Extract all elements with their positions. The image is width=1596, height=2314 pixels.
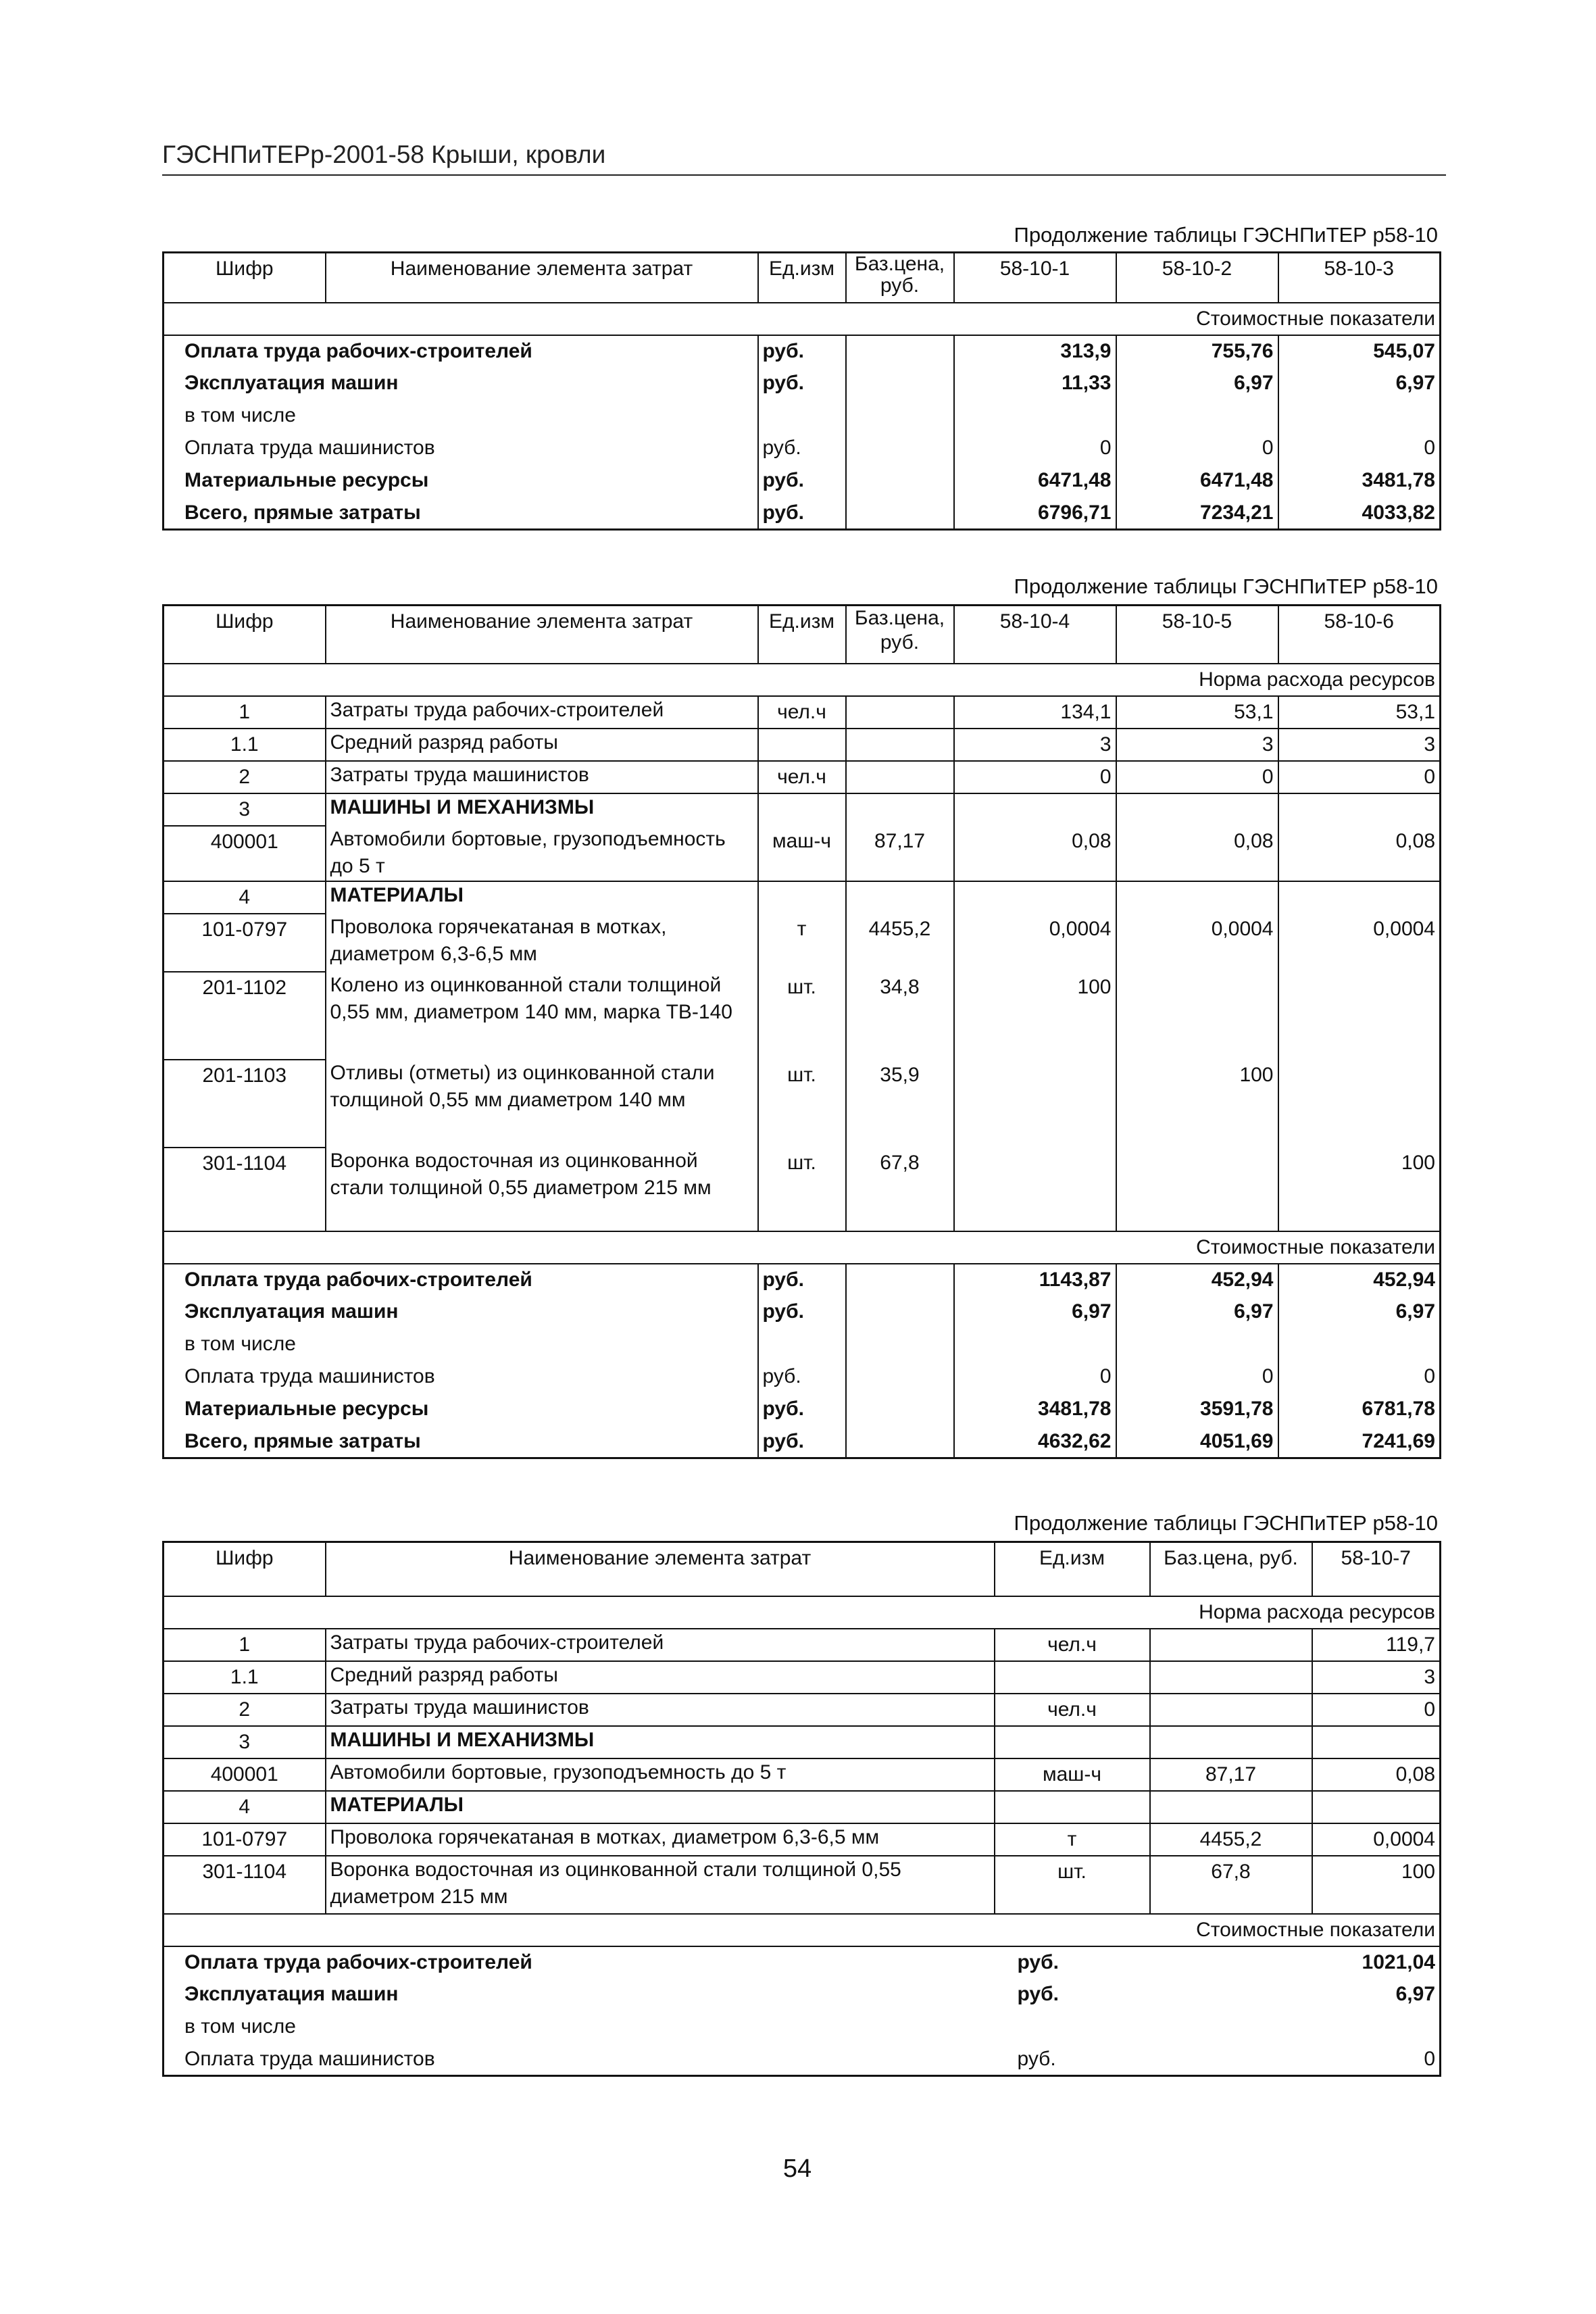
header-col: 58-10-2 [1116,253,1278,303]
resource-name: Воронка водосточная из оцинкованной стали толщиной 0,55 диаметром 215 мм [326,1148,758,1231]
cost-item-unit: руб. [758,1394,846,1426]
resource-code: 301-1104 [164,1148,326,1231]
header-unit: Ед.изм [758,253,846,303]
section-heading: МАШИНЫ И МЕХАНИЗМЫ [326,793,758,826]
norm-value: 100 [954,972,1116,1060]
header-code: Шифр [164,606,326,664]
cost-row [164,1296,1441,1329]
cost-item-name: Эксплуатация машин [164,1296,758,1329]
norm-value [954,881,1116,914]
header-code: Шифр [164,1542,326,1596]
table-caption: Продолжение таблицы ГЭСНПиТЕР р58-10 [1014,1511,1438,1535]
cost-item-name: Оплата труда рабочих-строителей [164,1946,995,1979]
price-cell [846,1296,954,1329]
section-label-norm: Норма расхода ресурсов [164,664,1441,696]
resource-row [164,1629,1441,1661]
cost-value: 6,97 [1278,368,1441,400]
resource-price [846,729,954,761]
resource-code: 201-1102 [164,972,326,1060]
cost-value: 3591,78 [1116,1394,1278,1426]
cost-item-unit: руб. [758,497,846,530]
resource-name: Автомобили бортовые, грузоподъемность до 5 т [326,1758,995,1791]
resource-code: 201-1103 [164,1060,326,1148]
resource-price [846,793,954,826]
resource-unit: маш-ч [995,1758,1150,1791]
norm-value: 0,08 [1116,826,1278,881]
header-col: 58-10-4 [954,606,1116,664]
cost-value: 3481,78 [1278,465,1441,497]
norm-value [1312,1791,1441,1823]
cost-value: 6,97 [1278,1296,1441,1329]
price-cell [1150,2044,1312,2076]
resource-name: Средний разряд работы [326,1661,995,1694]
cost-item-unit: руб. [758,1264,846,1296]
cost-value: 0 [954,433,1116,465]
header-col: 58-10-6 [1278,606,1441,664]
cost-item-name: в том числе [164,2011,995,2044]
resource-unit: шт. [758,1060,846,1148]
cost-item-name: Всего, прямые затраты [164,1426,758,1458]
resource-unit: шт. [758,972,846,1060]
resource-row [164,729,1441,761]
cost-value [1116,1329,1278,1361]
cost-row [164,1394,1441,1426]
cost-row [164,1946,1441,1979]
resource-row [164,1694,1441,1726]
resource-unit [995,1661,1150,1694]
norm-value: 0 [1116,761,1278,793]
section-heading: МАШИНЫ И МЕХАНИЗМЫ [326,1726,995,1758]
header-name: Наименование элемента затрат [326,606,758,664]
resource-unit: т [758,914,846,972]
cost-value: 6471,48 [954,465,1116,497]
price-cell [846,1426,954,1458]
resource-name: Воронка водосточная из оцинкованной стали толщиной 0,55 диаметром 215 мм [326,1856,995,1914]
price-cell [846,1329,954,1361]
resource-price: 34,8 [846,972,954,1060]
resource-row [164,1856,1441,1914]
resource-unit [758,881,846,914]
norm-value [1278,972,1441,1060]
resource-name: Затраты труда рабочих-строителей [326,696,758,729]
price-cell [846,368,954,400]
price-cell [846,1394,954,1426]
cost-value [1278,1329,1441,1361]
price-cell [846,1264,954,1296]
resource-row [164,1148,1441,1231]
cost-value: 0 [1312,2044,1441,2076]
resource-code: 1.1 [164,729,326,761]
resource-name: Проволока горячекатаная в мотках, диаметром 6,3-6,5 мм [326,1823,995,1856]
resource-name: Затраты труда машинистов [326,1694,995,1726]
cost-value [1116,400,1278,433]
resource-price: 87,17 [1150,1758,1312,1791]
cost-item-name: Оплата труда рабочих-строителей [164,335,758,368]
cost-value: 313,9 [954,335,1116,368]
price-cell [846,400,954,433]
norm-value [1278,881,1441,914]
cost-item-name: в том числе [164,400,758,433]
header-col: 58-10-3 [1278,253,1441,303]
cost-row [164,1361,1441,1394]
price-cell [1150,1946,1312,1979]
cost-row [164,1979,1441,2011]
cost-value: 755,76 [1116,335,1278,368]
resource-price: 35,9 [846,1060,954,1148]
header-col: 58-10-5 [1116,606,1278,664]
norm-value [954,1148,1116,1231]
cost-row [164,335,1441,368]
norm-value [1116,972,1278,1060]
cost-value: 0 [1278,433,1441,465]
cost-row [164,465,1441,497]
cost-value: 0 [1116,433,1278,465]
cost-value: 452,94 [1116,1264,1278,1296]
cost-item-unit: руб. [1017,1950,1059,1973]
cost-value [1312,2011,1441,2044]
resource-price: 67,8 [846,1148,954,1231]
norm-value: 134,1 [954,696,1116,729]
resource-name: Автомобили бортовые, грузоподъемность до 5 т [326,826,758,881]
resource-code: 2 [164,761,326,793]
resource-price [1150,1726,1312,1758]
cost-table-2 [162,604,1441,1459]
cost-value: 1021,04 [1312,1946,1441,1979]
cost-item-unit: руб. [758,433,846,465]
resource-name: Проволока горячекатаная в мотках, диаметром 6,3-6,5 мм [326,914,758,972]
cost-value: 6781,78 [1278,1394,1441,1426]
header-price: Баз.цена, руб. [846,253,954,303]
resource-price: 87,17 [846,826,954,881]
norm-value: 3 [1278,729,1441,761]
resource-row [164,1758,1441,1791]
resource-price [846,696,954,729]
cost-value: 4033,82 [1278,497,1441,530]
running-header: ГЭСНПиТЕРр-2001-58 Крыши, кровли [162,141,1446,176]
section-heading: МАТЕРИАЛЫ [326,1791,995,1823]
cost-value: 6,97 [1312,1979,1441,2011]
cost-value [954,1329,1116,1361]
cost-value: 0 [1116,1361,1278,1394]
resource-price [846,761,954,793]
section-heading-row [164,793,1441,826]
cost-value: 7241,69 [1278,1426,1441,1458]
norm-value: 0,0004 [1278,914,1441,972]
cost-row [164,497,1441,530]
cost-value: 452,94 [1278,1264,1441,1296]
norm-value: 0,0004 [1116,914,1278,972]
cost-value: 6471,48 [1116,465,1278,497]
cost-item-unit [995,2011,1150,2044]
resource-unit [758,793,846,826]
norm-value: 3 [1312,1661,1441,1694]
page-number: 54 [782,2155,812,2183]
norm-value: 119,7 [1312,1629,1441,1661]
resource-price [1150,1694,1312,1726]
header-unit: Ед.изм [758,606,846,664]
table-caption: Продолжение таблицы ГЭСНПиТЕР р58-10 [1014,574,1438,598]
resource-code: 101-0797 [164,1823,326,1856]
resource-code: 2 [164,1694,326,1726]
resource-code: 400001 [164,1758,326,1791]
resource-row [164,1823,1441,1856]
norm-value: 0 [1278,761,1441,793]
resource-price [1150,1629,1312,1661]
cost-item-unit: руб. [758,368,846,400]
cost-value: 7234,21 [1116,497,1278,530]
cost-item-unit: руб. [1017,2047,1056,2070]
price-cell [846,465,954,497]
cost-item-name: Эксплуатация машин [164,368,758,400]
resource-row [164,914,1441,972]
resource-code: 1.1 [164,1661,326,1694]
cost-item-name: Оплата труда машинистов [164,2044,995,2076]
resource-code: 301-1104 [164,1856,326,1914]
price-cell [1150,2011,1312,2044]
resource-unit: чел.ч [995,1629,1150,1661]
norm-value: 0,0004 [1312,1823,1441,1856]
resource-code: 3 [164,793,326,826]
section-heading: МАТЕРИАЛЫ [326,881,758,914]
cost-item-unit: руб. [758,335,846,368]
resource-code: 4 [164,881,326,914]
resource-row [164,1060,1441,1148]
resource-code: 4 [164,1791,326,1823]
cost-row [164,433,1441,465]
cost-item-name: в том числе [164,1329,758,1361]
cost-value: 4632,62 [954,1426,1116,1458]
resource-row [164,696,1441,729]
norm-value: 0,0004 [954,914,1116,972]
resource-price: 67,8 [1150,1856,1312,1914]
cost-item-name: Всего, прямые затраты [164,497,758,530]
resource-row [164,972,1441,1060]
resource-price: 4455,2 [1150,1823,1312,1856]
section-heading-row [164,1791,1441,1823]
cost-item-name: Оплата труда машинистов [164,1361,758,1394]
cost-row [164,1426,1441,1458]
cost-value: 0 [1278,1361,1441,1394]
resource-unit [995,1726,1150,1758]
cost-item-name: Оплата труда машинистов [164,433,758,465]
price-cell [1150,1979,1312,2011]
cost-value: 545,07 [1278,335,1441,368]
norm-value: 0 [1312,1694,1441,1726]
section-label-cost: Стоимостные показатели [164,1914,1441,1946]
price-cell [846,335,954,368]
norm-value [954,793,1116,826]
cost-item-unit [758,1329,846,1361]
resource-name: Затраты труда рабочих-строителей [326,1629,995,1661]
section-heading-row [164,1726,1441,1758]
header-name: Наименование элемента затрат [326,1542,995,1596]
resource-unit: чел.ч [758,696,846,729]
cost-row [164,1264,1441,1296]
cost-item-unit: руб. [758,1296,846,1329]
resource-unit: т [995,1823,1150,1856]
resource-row [164,826,1441,881]
cost-value: 1143,87 [954,1264,1116,1296]
cost-item-name: Материальные ресурсы [164,465,758,497]
cost-item-name: Материальные ресурсы [164,1394,758,1426]
cost-value: 11,33 [954,368,1116,400]
cost-value: 6796,71 [954,497,1116,530]
resource-unit: чел.ч [995,1694,1150,1726]
norm-value: 3 [1116,729,1278,761]
header-col: 58-10-1 [954,253,1116,303]
norm-value: 0,08 [1312,1758,1441,1791]
cost-item-unit [758,400,846,433]
price-cell [846,1361,954,1394]
norm-value: 0 [954,761,1116,793]
header-col: 58-10-7 [1312,1542,1441,1596]
cost-value: 3481,78 [954,1394,1116,1426]
cost-row [164,2011,1441,2044]
norm-value [1312,1726,1441,1758]
resource-name: Затраты труда машинистов [326,761,758,793]
norm-value [954,1060,1116,1148]
cost-item-name: Эксплуатация машин [164,1979,995,2011]
cost-table-1 [162,251,1441,531]
cost-row [164,1329,1441,1361]
header-name: Наименование элемента затрат [326,253,758,303]
norm-value: 100 [1278,1148,1441,1231]
norm-value: 0,08 [1278,826,1441,881]
resource-name: Отливы (отметы) из оцинкованной стали толщиной 0,55 мм диаметром 140 мм [326,1060,758,1148]
resource-code: 101-0797 [164,914,326,972]
cost-value: 6,97 [954,1296,1116,1329]
cost-value [954,400,1116,433]
norm-value: 53,1 [1116,696,1278,729]
table-caption: Продолжение таблицы ГЭСНПиТЕР р58-10 [1014,223,1438,247]
resource-code: 1 [164,1629,326,1661]
norm-value: 100 [1312,1856,1441,1914]
cost-value: 4051,69 [1116,1426,1278,1458]
header-code: Шифр [164,253,326,303]
cost-table-3 [162,1541,1441,2077]
resource-price [846,881,954,914]
norm-value: 100 [1116,1060,1278,1148]
resource-name: Средний разряд работы [326,729,758,761]
resource-row [164,761,1441,793]
resource-code: 1 [164,696,326,729]
cost-item-unit: руб. [1017,1982,1059,2005]
cost-value [1278,400,1441,433]
section-heading-row [164,881,1441,914]
norm-value [1116,1148,1278,1231]
resource-price: 4455,2 [846,914,954,972]
header-price: Баз.цена, руб. [846,606,954,664]
resource-unit: шт. [758,1148,846,1231]
cost-item-unit: руб. [758,1426,846,1458]
price-cell [846,433,954,465]
norm-value [1278,1060,1441,1148]
cost-row [164,368,1441,400]
norm-value: 0,08 [954,826,1116,881]
header-price: Баз.цена, руб. [1150,1542,1312,1596]
resource-unit [758,729,846,761]
section-label-norm: Норма расхода ресурсов [164,1596,1441,1629]
resource-name: Колено из оцинкованной стали толщиной 0,55 мм, диаметром 140 мм, марка ТВ-140 [326,972,758,1060]
cost-item-unit: руб. [758,1361,846,1394]
cost-value: 6,97 [1116,368,1278,400]
section-label-cost: Стоимостные показатели [164,303,1441,335]
norm-value [1278,793,1441,826]
resource-unit: чел.ч [758,761,846,793]
cost-value: 0 [954,1361,1116,1394]
norm-value [1116,881,1278,914]
resource-unit: шт. [995,1856,1150,1914]
resource-price [1150,1661,1312,1694]
header-unit: Ед.изм [995,1542,1150,1596]
cost-value: 6,97 [1116,1296,1278,1329]
price-cell [846,497,954,530]
resource-code: 400001 [164,826,326,881]
resource-price [1150,1791,1312,1823]
cost-row [164,2044,1441,2076]
norm-value [1116,793,1278,826]
resource-unit: маш-ч [758,826,846,881]
cost-row [164,400,1441,433]
resource-code: 3 [164,1726,326,1758]
resource-row [164,1661,1441,1694]
cost-item-unit: руб. [758,465,846,497]
section-label-cost: Стоимостные показатели [164,1231,1441,1264]
resource-unit [995,1791,1150,1823]
cost-item-name: Оплата труда рабочих-строителей [164,1264,758,1296]
norm-value: 53,1 [1278,696,1441,729]
norm-value: 3 [954,729,1116,761]
